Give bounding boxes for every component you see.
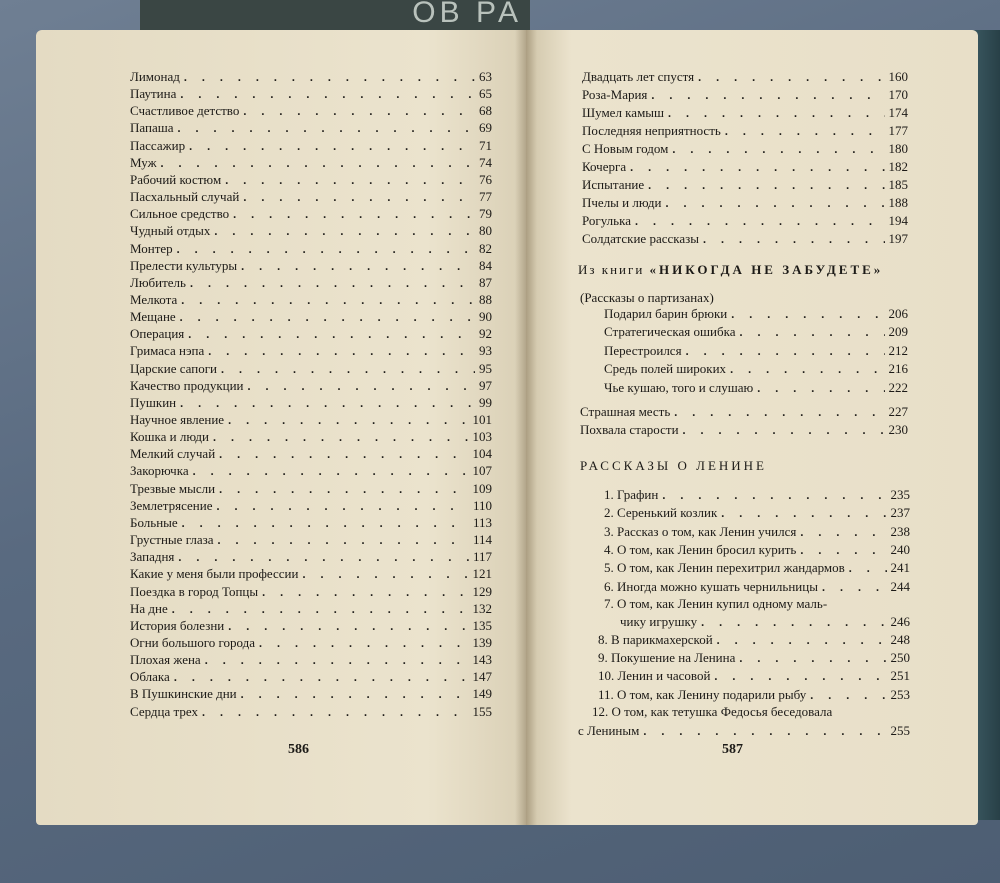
toc-entry-title: 2. Серенький козлик: [604, 505, 718, 521]
toc-entry-page: 109: [472, 480, 492, 496]
toc-entry: [130, 222, 492, 239]
leader-dots: [701, 614, 886, 631]
toc-entry-page: 222: [888, 379, 908, 395]
toc-entry: [130, 240, 492, 257]
toc-entry: [580, 403, 908, 420]
toc-entry: [130, 360, 492, 377]
leader-dots: [241, 686, 469, 703]
toc-entry-page: 71: [479, 137, 492, 153]
toc-entry-title: Какие у меня были профессии: [130, 566, 299, 582]
leader-dots: [243, 103, 475, 120]
toc-entry-page: 82: [479, 240, 492, 256]
toc-entry-title: Мещане: [130, 309, 176, 325]
toc-entry: [130, 394, 492, 411]
toc-entry-page: 182: [888, 159, 908, 174]
leader-dots: [248, 378, 475, 395]
toc-entry: [598, 649, 910, 666]
toc-entry-title: Грустные глаза: [130, 532, 214, 548]
toc-entry-page: 97: [479, 377, 492, 393]
toc-entry: [130, 514, 492, 531]
leader-dots: [202, 704, 469, 721]
toc-entry-title: 10. Ленин и часовой: [598, 668, 711, 684]
toc-entry-title: Страшная месть: [580, 404, 671, 419]
toc-entry-title: 9. Покушение на Ленина: [598, 650, 736, 666]
toc-entry-page: 253: [890, 686, 910, 702]
toc-entry-title: Испытание: [582, 177, 645, 192]
toc-entry-title: Прелести культуры: [130, 257, 238, 273]
toc-entry-title: Сердца трех: [130, 703, 198, 719]
leader-dots: [643, 723, 886, 740]
leader-dots: [800, 524, 886, 541]
leader-dots: [221, 361, 475, 378]
toc-entry-title: Качество продукции: [130, 377, 244, 393]
toc-entry-title: Перестроился: [604, 342, 682, 358]
leader-dots: [672, 141, 884, 158]
toc-entry: [580, 421, 908, 438]
toc-entry: [130, 548, 492, 565]
toc-entry: [604, 342, 908, 359]
right-page-number: 587: [722, 742, 743, 757]
toc-entry-page: 139: [472, 634, 492, 650]
leader-dots: [739, 650, 886, 667]
toc-entry: [130, 685, 492, 702]
leader-dots: [740, 324, 885, 341]
toc-entry-title: Пушкин: [130, 394, 177, 410]
toc-entry-title: Папаша: [130, 120, 174, 136]
leader-dots: [721, 505, 886, 522]
toc-entry-page: 63: [479, 69, 492, 84]
toc-entry-title: Облака: [130, 669, 170, 685]
leader-dots: [302, 566, 468, 583]
toc-entry: [130, 291, 492, 308]
toc-entry: [582, 212, 908, 229]
toc-entry: [130, 617, 492, 634]
leader-dots: [757, 380, 884, 397]
toc-entry: [130, 531, 492, 548]
toc-entry: [130, 102, 492, 119]
toc-entry-page: 206: [888, 306, 908, 321]
leader-dots: [190, 275, 475, 292]
toc-entry: [130, 119, 492, 136]
toc-entry-title: Средь полей широких: [604, 361, 727, 377]
toc-entry: [604, 360, 908, 377]
toc-entry: [582, 194, 908, 211]
toc-entry: [130, 325, 492, 342]
toc-entry-page: 99: [479, 394, 492, 410]
leader-dots: [225, 172, 475, 189]
leader-dots: [184, 69, 475, 86]
leader-dots: [651, 87, 884, 104]
toc-entry-title: 4. О том, как Ленин бросил курить: [604, 541, 797, 557]
toc-entry-title: Больные: [130, 514, 178, 530]
toc-entry-title: Счастливое детство: [130, 103, 240, 119]
leader-dots: [180, 86, 475, 103]
leader-dots: [178, 120, 476, 137]
toc-entry-page: 240: [890, 541, 910, 557]
leader-dots: [174, 669, 469, 686]
toc-entry-page: 129: [472, 583, 492, 599]
leader-dots: [810, 687, 886, 704]
toc-entry-title: Западня: [130, 549, 175, 565]
toc-entry-title: Поездка в город Топцы: [130, 583, 259, 599]
toc-entry: [582, 122, 908, 139]
toc-entry-page: 103: [472, 429, 492, 445]
leader-dots: [731, 306, 884, 323]
leader-dots: [172, 601, 469, 618]
toc-entry-title: Солдатские рассказы: [582, 231, 700, 246]
toc-entry-page: 114: [472, 532, 492, 548]
toc-entry-title: 1. Графин: [604, 487, 659, 502]
toc-entry: [130, 188, 492, 205]
toc-entry-title: Похвала старости: [580, 422, 679, 437]
toc-entry-page: 101: [472, 412, 492, 427]
toc-entry-title: 8. В парикмахерской: [598, 632, 713, 647]
leader-dots: [822, 579, 887, 596]
toc-entry: [130, 651, 492, 668]
toc-entry: [604, 504, 910, 521]
leader-dots: [800, 542, 886, 559]
section-title: «НИКОГДА НЕ ЗАБУДЕТЕ»: [649, 262, 884, 277]
toc-entry-page: 79: [479, 206, 492, 222]
toc-entry-page: 132: [472, 600, 492, 616]
leader-dots: [213, 429, 469, 446]
toc-entry-page: 227: [888, 404, 908, 419]
leader-dots: [686, 343, 885, 360]
toc-entry-page: 107: [472, 463, 492, 479]
toc-entry: [582, 230, 908, 247]
toc-entry: [130, 205, 492, 222]
toc-entry: [598, 631, 910, 648]
toc-entry: [604, 486, 910, 503]
toc-entry-title: Подарил барин брюки: [604, 306, 728, 321]
toc-entry-page: 188: [888, 195, 908, 210]
toc-entry-title: Научное явление: [130, 412, 225, 427]
toc-entry-page: 68: [479, 103, 492, 119]
toc-entry-title: С Новым годом: [582, 141, 669, 156]
toc-entry-title: с Лениным: [578, 723, 640, 738]
leader-dots: [662, 487, 886, 504]
toc-entry: [130, 154, 492, 171]
toc-entry-page: 177: [888, 123, 908, 138]
leader-dots: [725, 123, 885, 140]
toc-entry-title: Чье кушаю, того и слушаю: [604, 379, 754, 395]
toc-entry-title: Муж: [130, 154, 157, 170]
toc-entry: [130, 428, 492, 445]
toc-entry-page: 149: [472, 686, 492, 702]
toc-entry: [130, 480, 492, 497]
leader-dots: [193, 463, 469, 480]
toc-entry-page: 248: [890, 632, 910, 647]
toc-entry-title: Сильное средство: [130, 206, 230, 222]
toc-entry: [130, 68, 492, 85]
toc-entry-page: 244: [890, 578, 910, 594]
toc-entry-page: 92: [479, 326, 492, 342]
toc-entry: [130, 600, 492, 617]
toc-entry: [130, 171, 492, 188]
left-page-number: 586: [288, 742, 309, 757]
toc-entry: [604, 305, 908, 322]
leader-dots: [228, 412, 468, 429]
toc-entry-page: 250: [890, 650, 910, 666]
toc-entry: [582, 86, 908, 103]
toc-entry-page: 209: [888, 324, 908, 340]
section-heading-never-forget: [578, 262, 883, 278]
toc-entry-page: 69: [479, 120, 492, 136]
toc-entry-title: 6. Иногда можно кушать чернильницы: [604, 578, 818, 594]
toc-entry: [130, 257, 492, 274]
toc-entry-page: 185: [888, 177, 908, 192]
leader-dots: [714, 668, 886, 685]
lenin-12-first-line: 12. О том, как тетушка Федосья беседовала: [592, 704, 833, 719]
cover-text: ОВ РА: [412, 0, 522, 29]
leader-dots: [228, 618, 468, 635]
toc-entry-title: 5. О том, как Ленин перехитрил жандармов: [604, 560, 845, 576]
leader-dots: [180, 395, 475, 412]
toc-entry: [130, 308, 492, 325]
leader-dots: [188, 326, 475, 343]
toc-entry-page: 65: [479, 86, 492, 102]
toc-entry: [604, 379, 908, 396]
toc-entry-page: 121: [472, 566, 492, 582]
book-gutter: [515, 30, 537, 825]
toc-entry: [130, 703, 492, 720]
leader-dots: [698, 69, 884, 86]
toc-entry: [130, 85, 492, 102]
toc-entry: [604, 323, 908, 340]
leader-dots: [717, 632, 887, 649]
toc-entry-page: 113: [472, 514, 492, 530]
toc-entry: [130, 668, 492, 685]
toc-entry-page: 135: [472, 617, 492, 633]
toc-entry-title: Лимонад: [130, 69, 180, 84]
leader-dots: [259, 635, 468, 652]
toc-entry-page: 80: [479, 223, 492, 239]
toc-entry-title: Кочерга: [582, 159, 627, 174]
toc-entry: [130, 565, 492, 582]
toc-entry-title: Царские сапоги: [130, 360, 217, 376]
toc-entry-page: 84: [479, 257, 492, 273]
toc-entry-page: 95: [479, 360, 492, 376]
leader-dots: [683, 422, 885, 439]
toc-entry-page: 194: [888, 213, 908, 228]
toc-entry-title: Мелкий случай: [130, 446, 216, 462]
toc-entry-page: 170: [888, 87, 908, 102]
toc-entry-page: 155: [472, 703, 492, 719]
toc-entry-page: 110: [472, 497, 492, 513]
toc-entry-page: 255: [890, 723, 910, 738]
toc-entry: [130, 634, 492, 651]
toc-entry: [130, 411, 492, 428]
toc-entry-page: 212: [888, 342, 908, 358]
leader-dots: [205, 652, 469, 669]
toc-entry: [130, 462, 492, 479]
toc-entry: [604, 523, 910, 540]
toc-entry: [604, 559, 910, 576]
leader-dots: [668, 105, 884, 122]
leader-dots: [703, 231, 884, 248]
leader-dots: [674, 404, 884, 421]
toc-entry: [604, 578, 910, 595]
toc-entry-page: 77: [479, 189, 492, 205]
left-page: [36, 30, 526, 825]
toc-entry: [130, 137, 492, 154]
toc-entry-title: Гримаса нэпа: [130, 343, 205, 359]
toc-entry: [130, 583, 492, 600]
toc-entry: [582, 176, 908, 193]
toc-entry: [130, 497, 492, 514]
toc-entry-title: Кошка и люди: [130, 429, 209, 445]
leader-dots: [666, 195, 885, 212]
leader-dots: [730, 361, 884, 378]
toc-entry-title: Двадцать лет спустя: [582, 69, 695, 84]
leader-dots: [218, 532, 469, 549]
toc-entry: [582, 104, 908, 121]
toc-entry-page: 237: [890, 505, 910, 521]
leader-dots: [161, 155, 475, 172]
toc-entry-page: 74: [479, 154, 492, 170]
toc-entry-title: Рогулька: [582, 213, 631, 228]
toc-entry-title: чику игрушку: [620, 614, 698, 629]
toc-entry-page: 143: [472, 652, 492, 668]
leader-dots: [219, 481, 468, 498]
leader-dots: [849, 560, 887, 577]
leader-dots: [216, 498, 469, 515]
section-heading-lenin: РАССКАЗЫ О ЛЕНИНЕ: [580, 458, 767, 473]
toc-entry-title: Пчелы и люди: [582, 195, 662, 210]
leader-dots: [182, 515, 469, 532]
leader-dots: [219, 446, 468, 463]
toc-entry-page: 76: [479, 171, 492, 187]
toc-entry: [582, 140, 908, 157]
toc-entry-title: Плохая жена: [130, 652, 201, 668]
toc-entry-page: 230: [888, 422, 908, 437]
toc-entry-title: Паутина: [130, 86, 177, 102]
leader-dots: [648, 177, 884, 194]
toc-entry-page: 246: [890, 614, 910, 629]
toc-entry-page: 147: [472, 669, 492, 685]
toc-entry-title: Землетрясение: [130, 497, 213, 513]
toc-entry-title: Пассажир: [130, 137, 186, 153]
leader-dots: [241, 258, 475, 275]
toc-entry-title: Шумел камыш: [582, 105, 665, 120]
toc-entry-title: Мелкота: [130, 291, 178, 307]
toc-entry-title: Огни большого города: [130, 634, 256, 650]
toc-entry: [598, 667, 910, 684]
leader-dots: [178, 549, 469, 566]
leader-dots: [177, 241, 475, 258]
leader-dots: [262, 584, 468, 601]
toc-entry-title: 3. Рассказ о том, как Ленин учился: [604, 523, 797, 539]
right-page: [526, 30, 978, 825]
leader-dots: [214, 223, 475, 240]
toc-entry-title: Рабочий костюм: [130, 171, 222, 187]
toc-entry: [620, 613, 910, 630]
toc-entry-page: 90: [479, 309, 492, 325]
toc-entry-title: В Пушкинские дни: [130, 686, 237, 702]
toc-entry: [130, 274, 492, 291]
leader-dots: [189, 138, 475, 155]
section-prefix: Из книги: [578, 262, 645, 277]
toc-entry-title: История болезни: [130, 617, 225, 633]
toc-entry-page: 160: [888, 69, 908, 84]
toc-entry-title: 11. О том, как Ленину подарили рыбу: [598, 686, 807, 702]
toc-entry-title: Последняя неприятность: [582, 123, 721, 138]
lenin-7-first-line: 7. О том, как Ленин купил одному маль-: [604, 596, 828, 611]
toc-entry-page: 251: [890, 668, 910, 684]
toc-entry-page: 235: [890, 487, 910, 502]
toc-entry: [130, 377, 492, 394]
toc-entry: [582, 158, 908, 175]
toc-entry-title: Пасхальный случай: [130, 189, 240, 205]
toc-entry: [130, 445, 492, 462]
toc-entry-page: 87: [479, 274, 492, 290]
toc-entry-page: 104: [472, 446, 492, 462]
toc-entry-page: 216: [888, 361, 908, 377]
toc-entry-title: Монтер: [130, 240, 173, 256]
toc-entry-page: 197: [888, 231, 908, 246]
toc-entry-page: 180: [888, 141, 908, 156]
toc-entry: [604, 541, 910, 558]
toc-entry-title: Роза-Мария: [582, 87, 648, 102]
toc-entry-page: 174: [888, 105, 908, 120]
toc-entry-title: Закорючка: [130, 463, 189, 479]
toc-entry-title: На дне: [130, 600, 168, 616]
leader-dots: [233, 206, 475, 223]
toc-entry: [598, 686, 910, 703]
leader-dots: [181, 292, 475, 309]
toc-entry-title: Чудный отдых: [130, 223, 211, 239]
toc-entry: [130, 342, 492, 359]
leader-dots: [180, 309, 475, 326]
leader-dots: [243, 189, 475, 206]
toc-entry-page: 88: [479, 291, 492, 307]
partisan-subtitle: (Рассказы о партизанах): [580, 290, 714, 305]
toc-entry-title: Трезвые мысли: [130, 480, 216, 496]
leader-dots: [630, 159, 884, 176]
toc-entry-page: 117: [472, 549, 492, 565]
toc-entry-title: Операция: [130, 326, 185, 342]
toc-entry: [582, 68, 908, 85]
toc-entry-page: 238: [890, 523, 910, 539]
leader-dots: [635, 213, 885, 230]
toc-entry: [578, 722, 910, 739]
toc-entry-page: 93: [479, 343, 492, 359]
toc-entry-title: Стратегическая ошибка: [604, 324, 736, 340]
leader-dots: [208, 343, 475, 360]
toc-entry-title: Любитель: [130, 274, 186, 290]
toc-entry-page: 241: [890, 560, 910, 576]
